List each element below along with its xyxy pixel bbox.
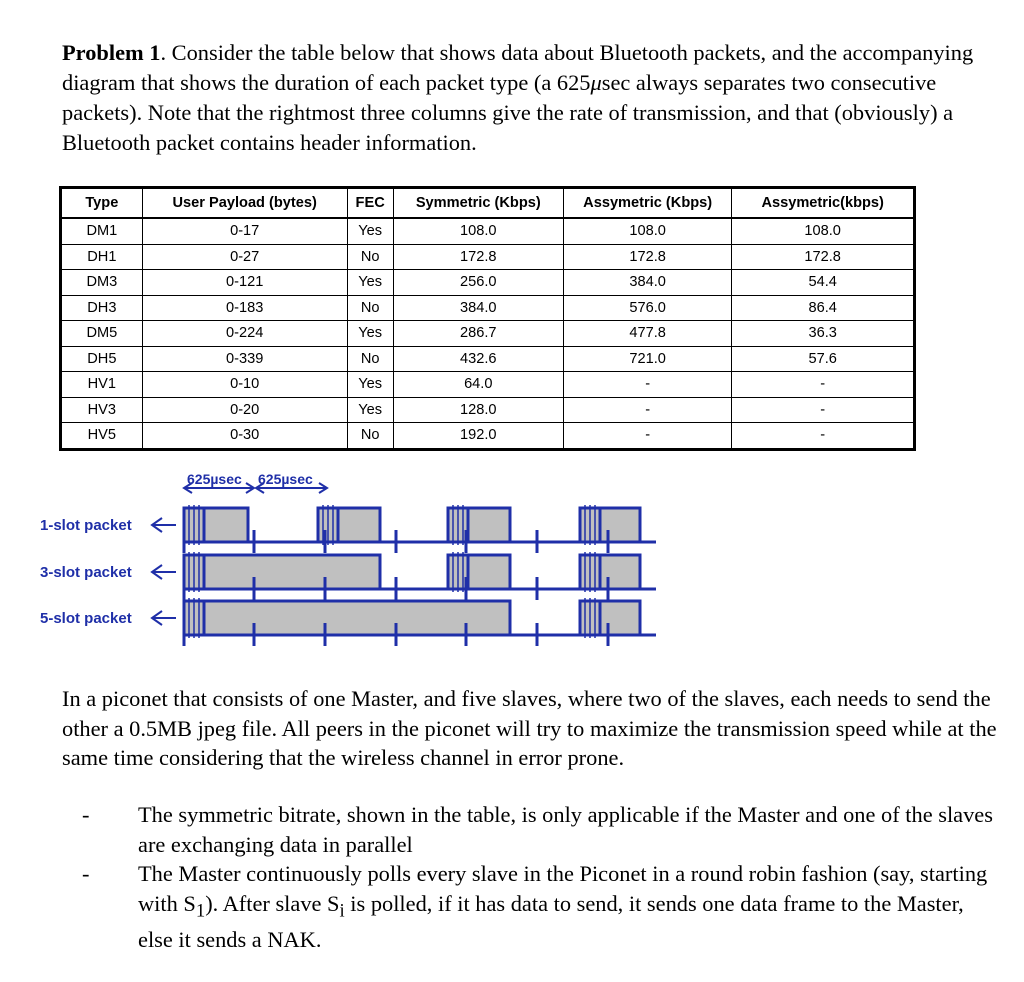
- cell-assymetric-1: 721.0: [563, 346, 731, 372]
- cell-payload: 0-17: [142, 218, 347, 244]
- bullet-text-2c: is polled, if it has data to send, it sends one data frame to the Master, else it sends a NAK.: [138, 890, 964, 953]
- cell-type: DM1: [61, 218, 143, 244]
- table-row: [61, 218, 915, 244]
- cell-type: HV5: [61, 423, 143, 450]
- cell-assymetric-1: 576.0: [563, 295, 731, 321]
- requirements-list: [82, 800, 1002, 955]
- packet-block: [580, 508, 640, 542]
- bullet-text-2a: The Master continuously polls every slave in the Piconet in a round robin fashion (say, starting with S: [138, 861, 988, 916]
- cell-symmetric: 172.8: [393, 244, 563, 270]
- cell-fec: No: [347, 423, 393, 450]
- table-row: [61, 372, 915, 398]
- header-assymetric-1: Assymetric (Kbps): [563, 188, 731, 219]
- slot-timing-diagram: [0, 460, 680, 660]
- cell-assymetric-2: -: [732, 372, 915, 398]
- cell-assymetric-2: 108.0: [732, 218, 915, 244]
- cell-type: DH5: [61, 346, 143, 372]
- list-item: [82, 800, 1002, 859]
- cell-fec: Yes: [347, 270, 393, 296]
- bullet-dash: -: [82, 802, 90, 827]
- bluetooth-packet-table: [59, 186, 916, 451]
- cell-payload: 0-30: [142, 423, 347, 450]
- row-label-3-slot: 3-slot packet: [40, 564, 132, 581]
- packet-block: [580, 555, 640, 589]
- problem-label: Problem 1: [62, 40, 161, 65]
- intro-text-a: . Consider the table below that shows data about Bluetooth packets, and the accompanying diagram that shows the duration of each packet type (a 625: [62, 40, 974, 95]
- cell-payload: 0-121: [142, 270, 347, 296]
- bullet-text-1: The symmetric bitrate, shown in the table, is only applicable if the Master and one of the slaves are exchanging data in parallel: [138, 802, 993, 857]
- cell-symmetric: 64.0: [393, 372, 563, 398]
- packet-block: [184, 555, 380, 589]
- cell-symmetric: 128.0: [393, 397, 563, 423]
- bullet-dash: -: [82, 861, 90, 886]
- cell-type: HV3: [61, 397, 143, 423]
- scenario-paragraph: In a piconet that consists of one Master, and five slaves, where two of the slaves, each needs to send the other a 0.5MB jpeg file. All peers in the piconet will try to maximize the transmission speed while at the same time considering that the wireless channel in error prone.: [62, 686, 997, 770]
- header-symmetric: Symmetric (Kbps): [393, 188, 563, 219]
- header-assymetric-2: Assymetric(kbps): [732, 188, 915, 219]
- cell-assymetric-2: 57.6: [732, 346, 915, 372]
- table-body: [61, 218, 915, 449]
- slot-duration-label-2: 625µsec: [258, 471, 313, 487]
- cell-payload: 0-20: [142, 397, 347, 423]
- cell-payload: 0-27: [142, 244, 347, 270]
- cell-assymetric-1: 172.8: [563, 244, 731, 270]
- cell-payload: 0-183: [142, 295, 347, 321]
- table-row: [61, 244, 915, 270]
- packet-block: [184, 601, 510, 635]
- packet-block: [580, 601, 640, 635]
- cell-assymetric-2: -: [732, 397, 915, 423]
- cell-symmetric: 192.0: [393, 423, 563, 450]
- cell-type: HV1: [61, 372, 143, 398]
- cell-type: DH3: [61, 295, 143, 321]
- cell-assymetric-2: -: [732, 423, 915, 450]
- list-item: [82, 859, 1002, 955]
- table-row: [61, 295, 915, 321]
- cell-symmetric: 256.0: [393, 270, 563, 296]
- row-label-1-slot: 1-slot packet: [40, 517, 132, 534]
- cell-assymetric-2: 172.8: [732, 244, 915, 270]
- table-header-row: [61, 188, 915, 219]
- subscript-1: 1: [195, 899, 206, 921]
- cell-fec: Yes: [347, 397, 393, 423]
- cell-fec: No: [347, 244, 393, 270]
- cell-fec: Yes: [347, 321, 393, 347]
- table-row: [61, 321, 915, 347]
- cell-assymetric-1: 384.0: [563, 270, 731, 296]
- table-row: [61, 397, 915, 423]
- mu-symbol: μ: [590, 70, 602, 95]
- subscript-i: i: [339, 899, 345, 921]
- cell-symmetric: 432.6: [393, 346, 563, 372]
- cell-assymetric-1: -: [563, 397, 731, 423]
- intro-paragraph: [62, 38, 997, 158]
- cell-symmetric: 384.0: [393, 295, 563, 321]
- cell-fec: Yes: [347, 372, 393, 398]
- cell-fec: Yes: [347, 218, 393, 244]
- table-row: [61, 270, 915, 296]
- cell-fec: No: [347, 295, 393, 321]
- intro-text-b: sec always separates two consecutive packets). Note that the rightmost three columns give the rate of transmission, and that (obviously) a Bluetooth packet contains header information.: [62, 70, 954, 155]
- header-type: Type: [61, 188, 143, 219]
- bullet-text-2b: ). After slave S: [205, 890, 340, 916]
- cell-symmetric: 108.0: [393, 218, 563, 244]
- cell-assymetric-1: -: [563, 372, 731, 398]
- cell-assymetric-2: 36.3: [732, 321, 915, 347]
- cell-assymetric-1: -: [563, 423, 731, 450]
- cell-type: DM5: [61, 321, 143, 347]
- cell-assymetric-1: 108.0: [563, 218, 731, 244]
- cell-type: DH1: [61, 244, 143, 270]
- cell-symmetric: 286.7: [393, 321, 563, 347]
- slot-duration-label-1: 625µsec: [187, 471, 242, 487]
- cell-assymetric-2: 86.4: [732, 295, 915, 321]
- table-row: [61, 346, 915, 372]
- cell-payload: 0-10: [142, 372, 347, 398]
- cell-assymetric-1: 477.8: [563, 321, 731, 347]
- cell-payload: 0-224: [142, 321, 347, 347]
- cell-fec: No: [347, 346, 393, 372]
- header-fec: FEC: [347, 188, 393, 219]
- cell-payload: 0-339: [142, 346, 347, 372]
- cell-type: DM3: [61, 270, 143, 296]
- cell-assymetric-2: 54.4: [732, 270, 915, 296]
- header-payload: User Payload (bytes): [142, 188, 347, 219]
- table-row: [61, 423, 915, 450]
- row-label-5-slot: 5-slot packet: [40, 610, 132, 627]
